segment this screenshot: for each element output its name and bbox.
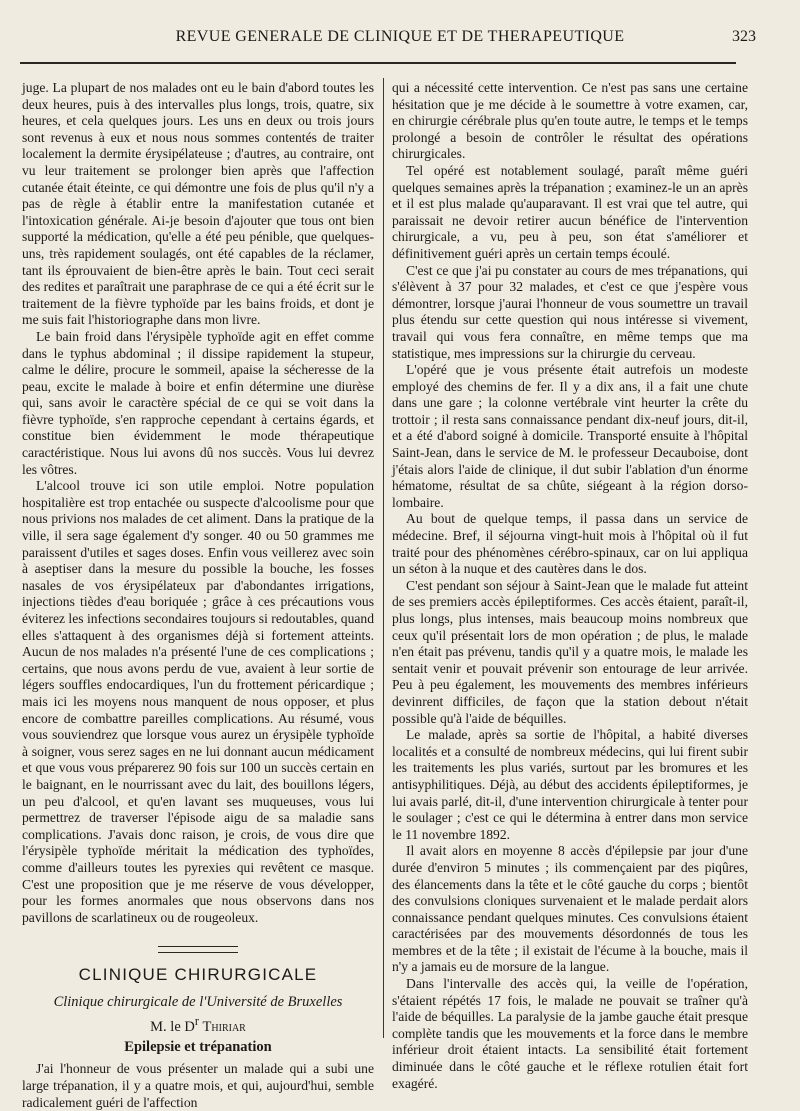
page-number: 323 (732, 28, 756, 45)
article-title: Epilepsie et trépanation (124, 1038, 272, 1055)
author-prefix: M. le D (150, 1019, 195, 1036)
paragraph: Il avait alors en moyenne 8 accès d'épilepsie par jour d'une durée d'environ 5 minutes ; ils commençaient par des piqûres, des élancements dans la tête et le côté gauche du corps ; bientôt des convulsions cloniques survenaient et le malade perdait alors connaissance pendant quelques minutes. Ces convulsions étaient caractérisées par des mouvements désordonnés de tous les membres et de la tête ; il existait de l'écume à la bouche, mais il n'y a jamais eu de morsure de la langue. (392, 843, 748, 975)
header-rule (20, 62, 736, 64)
section-ornament (158, 946, 238, 953)
paragraph: C'est pendant son séjour à Saint-Jean que le malade fut atteint de ses premiers accès épileptiformes. Ces accès étaient, paraît-il, plus longs, plus intenses, mais beaucoup moins nombreux que ceux qu'il présentait lors de mon opération ; de plus, le malade n'en était pas prévenu, tandis qu'il y a quatre mois, le malade les sentait venir et pouvait prévenir son entourage de leur arrivée. Peu à peu également, les mouvements des membres inférieurs devinrent difficiles, de façon que la station debout n'était possible qu'à l'aide de béquilles. (392, 577, 748, 726)
paragraph: juge. La plupart de nos malades ont eu le bain d'abord toutes les deux heures, puis à des intervalles plus longs, trois, quatre, six heures, et cela quelques jours. Les uns en deux ou trois jours sont revenus à eux et nous nous sommes contentés de traiter localement la dermite érysipélateuse ; d'autres, au contraire, ont vu leur traitement se prolonger bien après que l'affection cutanée était éteinte, ce qui démontre une fois de plus qu'il n'y a pas de règle à établir entre la manifestation cutanée et l'intoxication générale. Ai-je besoin d'ajouter que tous ont bien supporté la médication, qu'elle a été peu pénible, que quelques-uns, très rapidement soulagés, ont été capables de la réclamer, tant ils éprouvaient de bien-être après le bain. Tout ceci serait des redites et paraîtrait une paraphrase de ce qui a été écrit sur le traitement de la fièvre typhoïde par les bains froids, et dont je me suis fait l'historiographe dans mon livre. (22, 80, 374, 328)
paragraph: J'ai l'honneur de vous présenter un malade qui a subi une large trépanation, il y a quatre mois, et qui, aujourd'hui, semble radicalement guéri de l'affection (22, 1061, 374, 1110)
paragraph: L'opéré que je vous présente était autrefois un modeste employé des chemins de fer. Il y a dix ans, il a fait une chute dans une gare ; la colonne vertébrale vint heurter la crête du trottoir ; il resta sans connaissance pendant dix-neuf jours, dit-il, et a été d'abord soigné à domicile. Transporté ensuite à l'hôpital Saint-Jean, dans le service de M. le professeur Decauboise, dont j'étais alors l'aide de clinique, il dut subir l'ablation d'un énorme hématome, résultat de sa chûte, siégeant à la région dorso-lombaire. (392, 362, 748, 510)
paragraph: C'est ce que j'ai pu constater au cours de mes trépanations, qui s'élèvent à 37 pour 32 malades, et c'est ce que j'espère vous démontrer, lorsque j'aurai l'honneur de vous soumettre un travail plus étendu sur cette question qui nous intéresse si vivement, travail qui vous fera connaître, en même temps que ma statistique, mes impressions sur la chirurgie du cerveau. (392, 262, 748, 361)
running-title: REVUE GENERALE DE CLINIQUE ET DE THERAPEUTIQUE (175, 28, 625, 45)
paragraph: L'alcool trouve ici son utile emploi. Notre population hospitalière est trop entachée ou suspecte d'alcoolisme pour que nous privions nos malades de cet aliment. Dans la pratique de la ville, il sera sage également d'y songer. 40 ou 50 grammes me paraissent d'utiles et sages doses. Enfin vous veillerez avec soin à aseptiser dans la mesure du possible la bouche, les fosses nasales de vos érysipélateux par d'abondantes irrigations, injections tièdes d'eau boriquée ; grâce à ces précautions vous éviterez les infections secondaires toujours si redoutables, quand elles s'attaquent à des organismes déjà si fortement atteints. Aucun de nos malades n'a présenté l'une de ces complications ; certains, que nous avons perdu de vue, avaient à leur sortie de légers souffles endocardiques, l'un du frottement péricardique ; mais ici les moyens nous manquent de nous opposer, et plus encore de combattre pareilles complications. Au résumé, vous vous souviendrez que lorsque vous aurez un érysipèle typhoïde à soigner, vous serez sages en ne lui donnant aucun médicament et que vous vous préparerez 90 fois sur 100 un succès certain en le baignant, en le nourrissant avec du lait, des bouillons légers, un peu d'alcool, et qu'en lavant ses muqueuses, vous lui permettrez de traverser l'épisode aigu de sa maladie sans complications. J'avais donc raison, je crois, de vous dire que l'érysipèle typhoïde méritait la médication des typhoïdes, comme d'ailleurs toutes les pyrexies qui revêtent ce masque. C'est une proposition que je me réserve de vous développer, pour les formes anormales que nous observons dans nos pavillons de scarlatineux ou de rougeoleux. (22, 478, 374, 925)
column-divider (383, 78, 384, 1038)
author-name: Thiriar (202, 1019, 246, 1036)
paragraph: qui a nécessité cette intervention. Ce n'est pas sans une certaine hésitation que je me décide à le soumettre à votre examen, car, en chirurgie cérébrale plus qu'en toute autre, le temps et le temps prolongé a besoin de contrôler le résultat des opérations chirurgicales. (392, 80, 748, 162)
paragraph: Le bain froid dans l'érysipèle typhoïde agit en effet comme dans le typhus abdominal ; il dissipe rapidement la stupeur, calme le délire, procure le sommeil, apaise la sécheresse de la peau, excite le malade à boire et enfin détermine une diurèse qui, sans avoir le caractère spécial de ce qui se voit dans la fièvre typhoïde, s'en rapproche cependant à certains égards, et constitue bien évidemment le mode thérapeutique caractéristique. Nous lui avons dû nos succès. Vous lui devrez les vôtres. (22, 328, 374, 477)
paragraph: Au bout de quelque temps, il passa dans un service de médecine. Bref, il séjourna vingt-huit mois à l'hôpital où il fut traité pour des phénomènes cérébro-spinaux, car on lui appliqua un séton à la nuque et des cautères dans le dos. (392, 511, 748, 577)
section-title: CLINIQUE CHIRURGICALE (78, 965, 318, 985)
author-prefix-sup: r (194, 1014, 199, 1029)
paragraph: Dans l'intervalle des accès qui, la veille de l'opération, s'étaient répétés 17 fois, le malade ne pouvait se traîner qu'à l'aide de béquilles. La paralysie de la jambe gauche était presque complète tandis que les mouvements et la force dans le membre inférieur droit étaient intacts. La sensibilité était fortement diminuée dans le côté gauche et le réflexe rotulien était fort exagéré. (392, 976, 748, 1091)
article-author (22, 1013, 374, 1035)
left-column (22, 80, 374, 1111)
paragraph: Tel opéré est notablement soulagé, paraît même guéri quelques semaines après la trépanation ; examinez-le un an après et il est plus malade qu'auparavant. Il est vrai que tel autre, qui paraissait ne devoir retirer aucun bénéfice de l'intervention chirurgicale, a vu, peu à peu, son état s'améliorer et définitivement guéri après un certain temps écoulé. (392, 162, 748, 261)
article-subtitle: Clinique chirurgicale de l'Université de Bruxelles (53, 993, 343, 1010)
paragraph: Le malade, après sa sortie de l'hôpital, a habité diverses localités et a consulté de nombreux médecins, qui lui firent subir les traitements les plus variés, surtout par les bromures et les antisyphilitiques. Déjà, au début des accidents épileptiformes, je lui avais parlé, dit-il, d'une intervention chirurgicale à tenter pour le soulager ; c'est ce qui le détermina à entrer dans mon service le 11 novembre 1892. (392, 727, 748, 842)
page-header (20, 28, 756, 54)
right-column (392, 80, 748, 1092)
